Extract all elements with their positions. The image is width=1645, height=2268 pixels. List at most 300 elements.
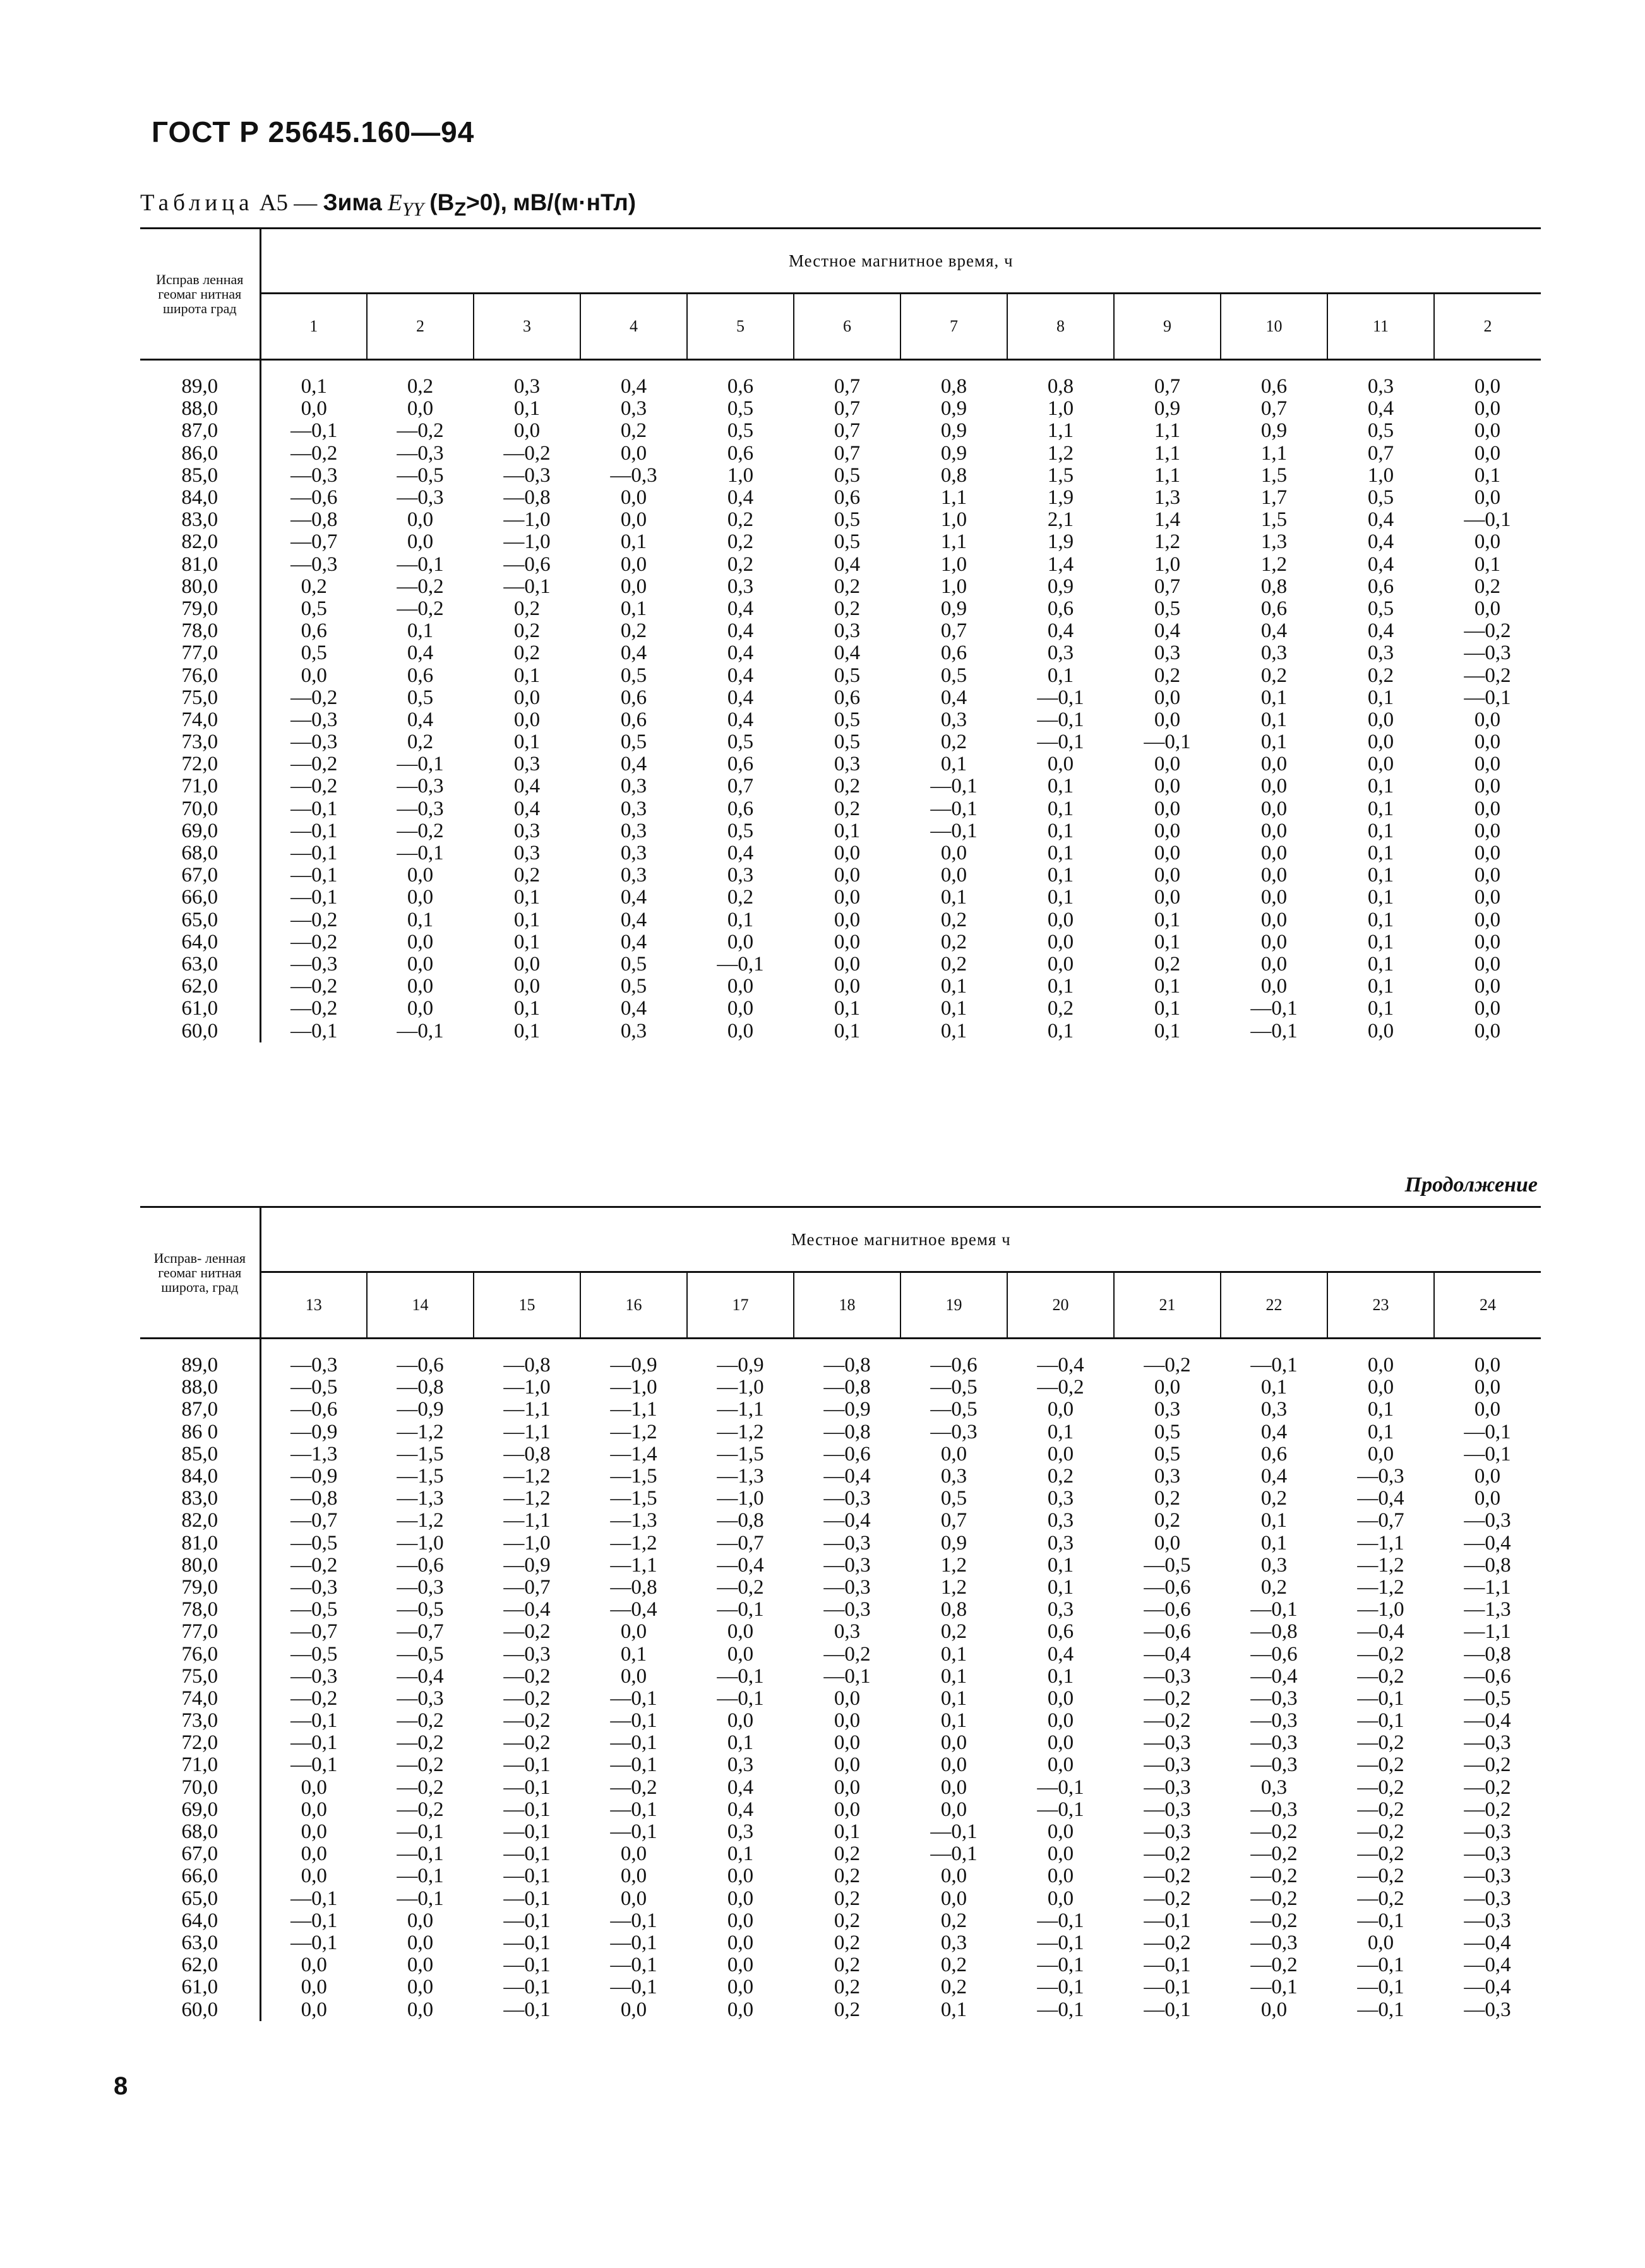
value-cell: 0,1	[1474, 552, 1501, 576]
hours-row	[140, 294, 1541, 360]
latitude-cell: 89,0	[140, 1354, 260, 1376]
value-cell: 0,2	[727, 508, 754, 532]
table-row	[140, 664, 1541, 686]
value-cell: 0,0	[1047, 1887, 1074, 1910]
value-cell: —0,1	[1464, 686, 1511, 709]
table-row	[140, 1754, 1541, 1776]
value-cell: —0,3	[930, 1420, 978, 1443]
latitude-cell: 64,0	[140, 931, 260, 953]
value-cell: 0,2	[727, 886, 754, 909]
value-cell: 0,0	[1474, 486, 1501, 510]
value-cell: —1,2	[503, 1487, 551, 1510]
value-cell: 0,1	[1367, 1398, 1394, 1421]
value-cell: 0,2	[727, 552, 754, 576]
value-cell: 0,4	[727, 619, 754, 643]
value-cell: —0,6	[930, 1354, 978, 1377]
value-cell: —1,0	[610, 1376, 657, 1399]
value-cell: 0,2	[834, 1976, 861, 1999]
value-cell: 0,3	[1154, 642, 1181, 665]
value-cell: 0,1	[1367, 930, 1394, 953]
hour-header: 19	[900, 1272, 1007, 1339]
value-cell: 0,3	[940, 708, 967, 731]
value-cell: 1,0	[1154, 552, 1181, 576]
value-cell: 0,0	[620, 552, 647, 576]
value-cell: —0,2	[1464, 664, 1511, 687]
hour-header: 6	[794, 294, 900, 360]
table-row	[140, 420, 1541, 442]
value-cell: —0,3	[1144, 1798, 1191, 1821]
value-cell: 1,4	[1154, 508, 1181, 532]
value-cell: —0,2	[1250, 1842, 1298, 1866]
table-row	[140, 864, 1541, 886]
value-cell: 0,1	[1154, 975, 1181, 998]
value-cell: 0,0	[1154, 842, 1181, 865]
value-cell: —0,3	[290, 1354, 338, 1377]
value-cell: 0,7	[1260, 397, 1288, 421]
value-cell: 0,1	[1047, 886, 1074, 909]
value-cell: 0,0	[1474, 708, 1501, 731]
value-cell: —0,2	[1357, 1642, 1404, 1666]
value-cell: —0,3	[290, 463, 338, 487]
value-cell: 0,1	[1367, 975, 1394, 998]
value-cell: 0,2	[1260, 664, 1288, 687]
value-cell: —0,3	[397, 775, 444, 798]
value-cell: 0,2	[1260, 1575, 1288, 1599]
value-cell: 0,7	[834, 397, 861, 421]
value-cell: 1,0	[1047, 397, 1074, 421]
latitude-cell: 87,0	[140, 1399, 260, 1421]
hour-header: 7	[900, 294, 1007, 360]
value-cell: —0,2	[290, 1553, 338, 1577]
latitude-cell: 76,0	[140, 1643, 260, 1665]
value-cell: —0,3	[1144, 1664, 1191, 1688]
latitude-cell: 76,0	[140, 664, 260, 686]
value-cell: 0,0	[1474, 375, 1501, 398]
table-row	[140, 1555, 1541, 1577]
table-row	[140, 775, 1541, 797]
value-cell: —0,1	[503, 1753, 551, 1777]
table-row	[140, 1865, 1541, 1887]
value-cell: 0,0	[940, 842, 967, 865]
value-cell: 0,0	[834, 886, 861, 909]
value-cell: 0,0	[1154, 819, 1181, 842]
latitude-cell: 82,0	[140, 531, 260, 553]
value-cell: 0,1	[940, 1664, 967, 1688]
value-cell: 0,1	[1367, 997, 1394, 1020]
value-cell: 0,0	[1260, 842, 1288, 865]
value-cell: 0,6	[940, 642, 967, 665]
value-cell: 0,3	[1154, 1465, 1181, 1488]
value-cell: 1,2	[940, 1575, 967, 1599]
value-cell: 0,6	[834, 686, 861, 709]
value-cell: 0,0	[940, 1798, 967, 1821]
table-row	[140, 1488, 1541, 1510]
value-cell: —0,2	[610, 1776, 657, 1799]
value-cell: 1,7	[1260, 486, 1288, 510]
value-cell: 0,1	[1154, 930, 1181, 953]
value-cell: 0,6	[834, 486, 861, 510]
value-cell: 0,7	[940, 619, 967, 643]
value-cell: —0,5	[930, 1398, 978, 1421]
value-cell: —0,1	[1250, 1019, 1298, 1042]
value-cell: —0,3	[503, 463, 551, 487]
hour-header: 10	[1221, 294, 1327, 360]
value-cell: —0,1	[503, 1820, 551, 1844]
value-cell: —0,1	[610, 1820, 657, 1844]
value-cell: 0,0	[407, 1954, 434, 1977]
table-row	[140, 576, 1541, 598]
value-cell: —1,2	[503, 1465, 551, 1488]
value-cell: 0,1	[513, 397, 541, 421]
value-cell: 0,7	[727, 775, 754, 798]
value-cell: —0,5	[397, 1642, 444, 1666]
table-row	[140, 886, 1541, 909]
value-cell: —0,1	[290, 819, 338, 842]
value-cell: 0,0	[1474, 797, 1501, 820]
value-cell: —0,1	[1250, 1354, 1298, 1377]
value-cell: —0,3	[1250, 1931, 1298, 1954]
value-cell: —0,1	[1250, 1976, 1298, 1999]
value-cell: 0,8	[940, 463, 967, 487]
value-cell: 0,2	[727, 530, 754, 554]
value-cell: 1,1	[940, 530, 967, 554]
value-cell: 0,2	[834, 1954, 861, 1977]
value-cell: —0,1	[503, 1976, 551, 1999]
value-cell: —0,4	[397, 1664, 444, 1688]
value-cell: 0,0	[940, 1731, 967, 1755]
value-cell: —0,4	[1464, 1954, 1511, 1977]
value-cell: —0,1	[290, 886, 338, 909]
value-cell: 0,0	[1154, 797, 1181, 820]
value-cell: 0,0	[301, 664, 327, 687]
table-row	[140, 753, 1541, 775]
value-cell: 0,1	[1047, 819, 1074, 842]
value-cell: 0,0	[834, 1709, 861, 1733]
value-cell: —0,3	[823, 1575, 871, 1599]
value-cell: —0,7	[503, 1575, 551, 1599]
table-row	[140, 398, 1541, 420]
value-cell: 0,3	[834, 619, 861, 643]
value-cell: 0,2	[834, 1887, 861, 1910]
latitude-cell: 62,0	[140, 976, 260, 998]
value-cell: —0,3	[823, 1553, 871, 1577]
latitude-cell: 75,0	[140, 1666, 260, 1688]
table-row	[140, 509, 1541, 531]
value-cell: 0,0	[301, 1798, 327, 1821]
value-cell: 0,4	[727, 597, 754, 620]
value-cell: 0,1	[1367, 797, 1394, 820]
value-cell: —0,3	[1144, 1731, 1191, 1755]
value-cell: 0,0	[1047, 753, 1074, 776]
value-cell: 0,1	[1047, 1664, 1074, 1688]
latitude-cell: 66,0	[140, 1865, 260, 1887]
value-cell: 0,3	[620, 397, 647, 421]
value-cell: 0,0	[727, 997, 754, 1020]
value-cell: 0,0	[940, 1753, 967, 1777]
value-cell: 0,4	[620, 930, 647, 953]
value-cell: 1,1	[1154, 441, 1181, 465]
table-caption	[140, 189, 636, 220]
value-cell: 0,1	[1047, 775, 1074, 798]
value-cell: 0,4	[727, 708, 754, 731]
value-cell: 0,0	[513, 975, 541, 998]
value-cell: —0,1	[717, 1598, 764, 1621]
value-cell: —0,8	[397, 1376, 444, 1399]
value-cell: 0,5	[301, 597, 327, 620]
value-cell: —0,2	[397, 419, 444, 443]
value-cell: —1,3	[610, 1509, 657, 1532]
table-row	[140, 1421, 1541, 1443]
value-cell: —1,3	[1464, 1598, 1511, 1621]
value-cell: 0,0	[1154, 753, 1181, 776]
value-cell: —0,1	[503, 575, 551, 598]
value-cell: —1,5	[397, 1442, 444, 1465]
value-cell: —0,3	[823, 1531, 871, 1555]
hour-header: 23	[1327, 1272, 1434, 1339]
value-cell: —0,1	[610, 1798, 657, 1821]
value-cell: —0,2	[1250, 1887, 1298, 1910]
value-cell: 0,0	[727, 1709, 754, 1733]
value-cell: —1,5	[610, 1487, 657, 1510]
value-cell: 0,0	[1154, 1376, 1181, 1399]
value-cell: 0,0	[407, 886, 434, 909]
value-cell: 0,0	[1260, 753, 1288, 776]
value-cell: —0,2	[397, 575, 444, 598]
value-cell: —0,1	[503, 1998, 551, 2021]
value-cell: —0,2	[1357, 1798, 1404, 1821]
value-cell: —0,5	[290, 1376, 338, 1399]
value-cell: 1,1	[1154, 419, 1181, 443]
value-cell: 0,0	[727, 1998, 754, 2021]
value-cell: 0,6	[1260, 597, 1288, 620]
value-cell: 0,0	[834, 975, 861, 998]
value-cell: 0,0	[1260, 930, 1288, 953]
value-cell: —0,8	[1250, 1620, 1298, 1644]
value-cell: 0,0	[301, 1998, 327, 2021]
value-cell: 0,0	[727, 1909, 754, 1932]
value-cell: 0,1	[513, 1019, 541, 1042]
hour-header: 1	[260, 294, 367, 360]
value-cell: 0,0	[1474, 952, 1501, 976]
value-cell: 0,0	[1154, 708, 1181, 731]
value-cell: 0,6	[1260, 1442, 1288, 1465]
value-cell: 1,5	[1260, 463, 1288, 487]
value-cell: —0,1	[610, 1731, 657, 1755]
value-cell: 0,7	[940, 1509, 967, 1532]
value-cell: 0,5	[834, 463, 861, 487]
value-cell: 0,1	[1047, 842, 1074, 865]
value-cell: —0,3	[290, 1575, 338, 1599]
value-cell: 0,0	[834, 1686, 861, 1710]
value-cell: —0,1	[610, 1686, 657, 1710]
value-cell: 0,9	[1154, 397, 1181, 421]
value-cell: 0,0	[620, 1620, 647, 1644]
value-cell: 0,2	[1474, 575, 1501, 598]
table-row	[140, 687, 1541, 709]
value-cell: —0,6	[290, 486, 338, 510]
value-cell: 0,1	[834, 819, 861, 842]
value-cell: 1,5	[1047, 463, 1074, 487]
value-cell: 0,3	[1367, 642, 1394, 665]
value-cell: 0,4	[834, 642, 861, 665]
latitude-cell: 74,0	[140, 709, 260, 731]
latitude-cell: 63,0	[140, 953, 260, 976]
value-cell: 0,0	[1260, 886, 1288, 909]
table-row	[140, 487, 1541, 509]
value-cell: 0,1	[1260, 1509, 1288, 1532]
value-cell: 1,0	[1367, 463, 1394, 487]
hour-header: 18	[794, 1272, 900, 1339]
value-cell: 0,4	[1047, 1642, 1074, 1666]
value-cell: —0,6	[397, 1354, 444, 1377]
spacer-row	[140, 1339, 1541, 1355]
value-cell: —0,2	[1357, 1842, 1404, 1866]
table-row	[140, 709, 1541, 731]
latitude-header: Исправ- ленная геомаг нитная широта, град	[140, 1207, 260, 1339]
value-cell: 0,0	[301, 1776, 327, 1799]
value-cell: —0,1	[610, 1931, 657, 1954]
value-cell: —0,2	[503, 1664, 551, 1688]
value-cell: 0,4	[727, 486, 754, 510]
value-cell: —0,6	[397, 1553, 444, 1577]
value-cell: —0,2	[1464, 619, 1511, 643]
value-cell: 0,5	[407, 686, 434, 709]
value-cell: 0,3	[727, 1753, 754, 1777]
latitude-cell: 71,0	[140, 1754, 260, 1776]
value-cell: 0,2	[834, 1909, 861, 1932]
hour-header: 9	[1114, 294, 1221, 360]
value-cell: —0,6	[503, 552, 551, 576]
value-cell: —0,3	[1250, 1731, 1298, 1755]
value-cell: 0,0	[301, 1954, 327, 1977]
value-cell: —1,5	[610, 1465, 657, 1488]
value-cell: —0,2	[1357, 1887, 1404, 1910]
value-cell: —0,1	[290, 1709, 338, 1733]
value-cell: 0,1	[1047, 1420, 1074, 1443]
value-cell: 0,4	[620, 642, 647, 665]
value-cell: 0,4	[727, 842, 754, 865]
value-cell: 0,0	[1474, 930, 1501, 953]
value-cell: 0,5	[1367, 486, 1394, 510]
value-cell: —0,2	[1250, 1954, 1298, 1977]
value-cell: —0,5	[397, 463, 444, 487]
value-cell: 1,2	[1154, 530, 1181, 554]
value-cell: 0,0	[834, 842, 861, 865]
value-cell: —0,8	[823, 1376, 871, 1399]
value-cell: —0,7	[1357, 1509, 1404, 1532]
value-cell: 0,3	[513, 753, 541, 776]
value-cell: 0,0	[940, 1776, 967, 1799]
value-cell: 0,0	[407, 930, 434, 953]
table-row	[140, 1932, 1541, 1954]
value-cell: 0,0	[727, 1620, 754, 1644]
hour-header: 5	[687, 294, 794, 360]
value-cell: —0,4	[503, 1598, 551, 1621]
value-cell: 0,3	[513, 375, 541, 398]
value-cell: —1,2	[397, 1420, 444, 1443]
value-cell: 0,9	[940, 597, 967, 620]
table-body	[140, 1339, 1541, 2021]
value-cell: 0,6	[620, 686, 647, 709]
value-cell: 0,1	[1367, 775, 1394, 798]
value-cell: 0,2	[1260, 1487, 1288, 1510]
table-row	[140, 931, 1541, 953]
value-cell: 0,6	[1367, 575, 1394, 598]
value-cell: 0,3	[940, 1465, 967, 1488]
value-cell: —0,1	[503, 1842, 551, 1866]
value-cell: 0,0	[1474, 1487, 1501, 1510]
table-row	[140, 1821, 1541, 1843]
latitude-cell: 84,0	[140, 1465, 260, 1488]
value-cell: 0,1	[513, 930, 541, 953]
value-cell: —0,4	[1464, 1976, 1511, 1999]
table-row	[140, 1621, 1541, 1643]
value-cell: —0,2	[1357, 1820, 1404, 1844]
value-cell: 0,4	[727, 1798, 754, 1821]
value-cell: —0,3	[1464, 1731, 1511, 1755]
hours-row	[140, 1272, 1541, 1339]
value-cell: 0,0	[1367, 731, 1394, 754]
latitude-cell: 65,0	[140, 1888, 260, 1910]
value-cell: —0,3	[1144, 1820, 1191, 1844]
value-cell: —0,1	[290, 1731, 338, 1755]
value-cell: 0,0	[407, 952, 434, 976]
value-cell: 0,4	[407, 708, 434, 731]
value-cell: 1,0	[940, 575, 967, 598]
value-cell: 0,1	[620, 597, 647, 620]
table-row	[140, 1443, 1541, 1465]
value-cell: —0,9	[610, 1354, 657, 1377]
latitude-cell: 68,0	[140, 842, 260, 864]
value-cell: —0,3	[397, 441, 444, 465]
value-cell: 0,4	[940, 686, 967, 709]
value-cell: 0,2	[513, 864, 541, 887]
value-cell: 0,0	[513, 686, 541, 709]
latitude-cell: 74,0	[140, 1688, 260, 1710]
value-cell: 0,0	[727, 1865, 754, 1888]
value-cell: —0,1	[503, 1887, 551, 1910]
value-cell: 0,0	[1047, 1709, 1074, 1733]
value-cell: 0,1	[834, 1820, 861, 1844]
value-cell: 0,2	[513, 597, 541, 620]
latitude-cell: 67,0	[140, 1843, 260, 1865]
value-cell: —0,1	[290, 1753, 338, 1777]
hour-header: 11	[1327, 294, 1434, 360]
value-cell: 0,0	[1474, 908, 1501, 931]
value-cell: —0,1	[1250, 1598, 1298, 1621]
value-cell: 0,1	[513, 731, 541, 754]
value-cell: —1,2	[1357, 1575, 1404, 1599]
latitude-cell: 72,0	[140, 753, 260, 775]
table-row	[140, 1888, 1541, 1910]
value-cell: —0,2	[1037, 1376, 1084, 1399]
value-cell: 0,3	[620, 819, 647, 842]
value-cell: 0,0	[1474, 1019, 1501, 1042]
value-cell: 0,2	[940, 1620, 967, 1644]
value-cell: —1,1	[610, 1553, 657, 1577]
value-cell: —1,0	[1357, 1598, 1404, 1621]
value-cell: —1,3	[290, 1442, 338, 1465]
value-cell: —0,8	[823, 1354, 871, 1377]
value-cell: —0,2	[1144, 1709, 1191, 1733]
value-cell: —0,7	[290, 1509, 338, 1532]
value-cell: 0,2	[1154, 952, 1181, 976]
value-cell: —0,2	[1357, 1865, 1404, 1888]
value-cell: 1,9	[1047, 486, 1074, 510]
value-cell: 0,1	[1367, 819, 1394, 842]
value-cell: 0,1	[513, 664, 541, 687]
value-cell: —0,1	[610, 1709, 657, 1733]
